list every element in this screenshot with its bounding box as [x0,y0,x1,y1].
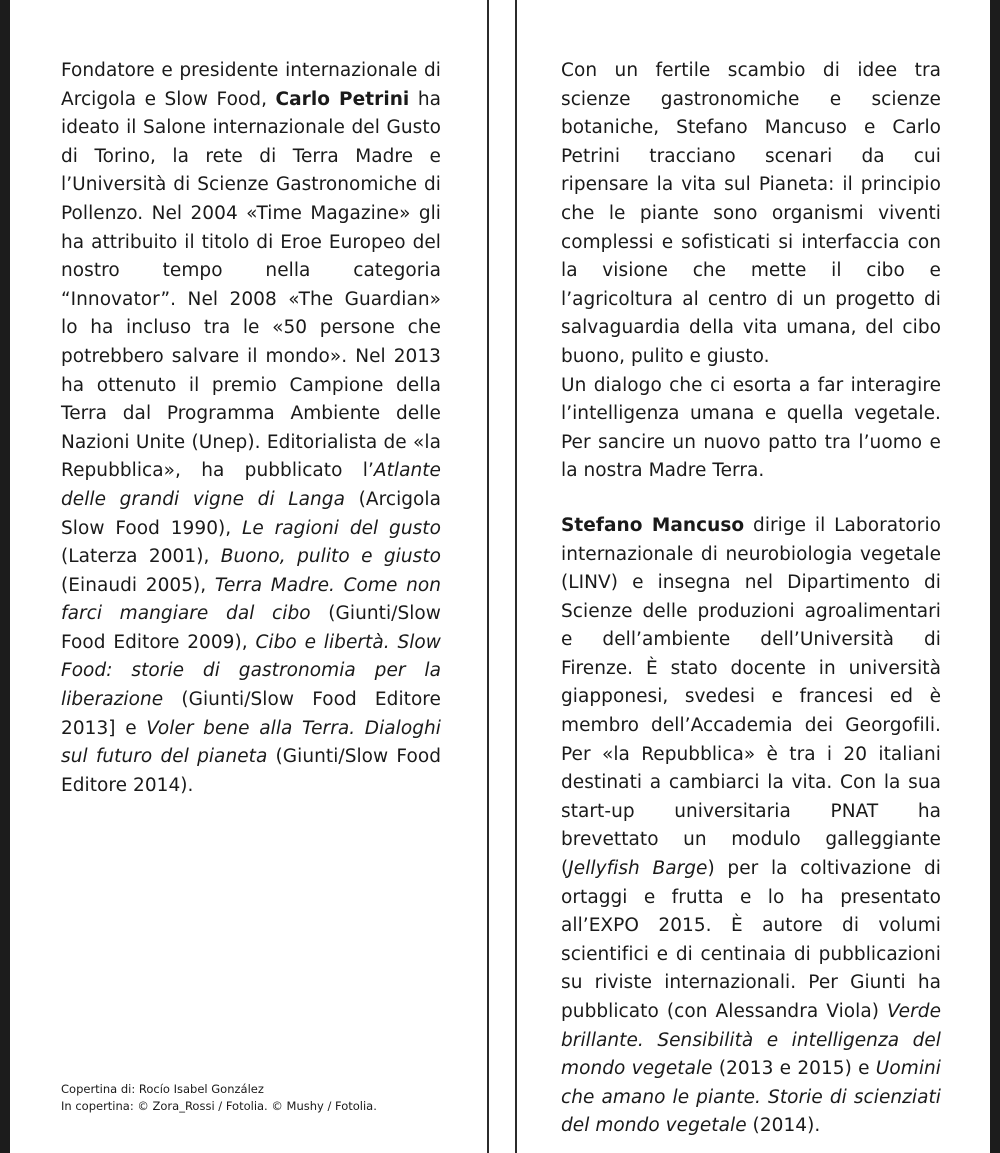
bio-mancuso-paragraph [561,512,941,1141]
colophon [61,1081,461,1114]
text-run-regular: (Giunti/Slow Food Editore 2009), [61,603,441,653]
text-run-italic: Verde brillante. Sensibilità e intelligenza del mondo vegetale [561,1001,941,1080]
text-run-regular: dirige il Laboratorio internazionale di neurobiologia vegetale (LINV) e insegna nel Dipartimento di Scienze delle produzioni agroalimentari e dell’ambiente dell’Università di Firenze. È stato docente in università giapponesi, svedesi e francesi ed è membro dell’Accademia dei Georgofili. Per «la Repubblica» è tra i 20 italiani destinati a cambiarci la vita. Con la sua start-up universitaria PNAT ha brevettato un modulo galleggiante ( [561,514,941,880]
text-run-regular: (Laterza 2001), [61,546,221,568]
text-run-italic: Terra Madre. Come non farci mangiare dal cibo [61,574,441,625]
text-run-regular: ) per la coltivazione di ortaggi e frutta e lo ha presentato all’EXPO 2015. È autore di volumi scientifici e di centinaia di pubblicazioni su riviste internazionali. Per Giunti ha pubblicato (con Alessandra Viola) [561,858,941,1022]
text-run-italic: Buono, pulito e giusto [220,546,441,568]
text-run-regular: Un dialogo che ci esorta a far interagire l’intelligenza umana e quella vegetale. Per sancire un nuovo patto tra l’uomo e la nostra Madre Terra. [561,374,941,482]
text-run-bold: Carlo Petrini [275,88,410,110]
text-run-regular: (2014). [746,1115,821,1137]
text-run-bold: Stefano Mancuso [561,514,745,536]
text-run-regular: Con un fertile scambio di idee tra scienze gastronomiche e scienze botaniche, Stefano Mancuso e Carlo Petrini tracciano scenari da cui ripensare la vita sul Pianeta: il principio che le piante sono organismi viventi complessi e sofisticati si interfaccia con la visione che mette il cibo e l’agricoltura al centro di un progetto di salvaguardia della vita umana, del cibo buono, pulito e giusto. [561,60,941,367]
text-run-regular: (2013 e 2015) e [712,1058,876,1080]
text-run-italic: Voler bene alla Terra. Dialoghi sul futuro del pianeta [61,717,441,768]
blurb-paragraph-2 [561,372,941,486]
text-run-regular: (Einaudi 2005), [61,574,215,596]
right-column-text [561,57,941,1141]
colophon-line-2: In copertina: © Zora_Rossi / Fotolia. © Mushy / Fotolia. [61,1098,377,1113]
page-edge-right [990,0,1000,1153]
right-page-panel [517,0,990,1153]
left-page-panel [10,0,487,1153]
text-run-italic: Le ragioni del gusto [242,517,441,539]
text-run-italic: Cibo e libertà. Slow Food: storie di gastronomia per la liberazione [61,631,441,711]
left-column-text [61,57,441,800]
text-run-regular: Fondatore e presidente internazionale di Arcigola e Slow Food, [61,60,441,110]
text-run-regular: (Giunti/Slow Food Editore 2014). [61,746,441,796]
text-run-regular: (Arcigola Slow Food 1990), [61,488,441,539]
text-run-regular: (Giunti/Slow Food Editore 2013] e [61,689,441,739]
gutter-rule-left [487,0,489,1153]
text-run-italic: Jellyfish Barge [568,858,708,880]
blurb-paragraph-1 [561,57,941,372]
text-run-italic: Uomini che amano le piante. Storie di scienziati del mondo vegetale [561,1058,941,1137]
bio-petrini-paragraph [61,57,441,800]
text-run-regular: ha ideato il Salone internazionale del Gusto di Torino, la rete di Terra Madre e l’Università di Scienze Gastronomiche di Pollenzo. Nel 2004 «Time Magazine» gli ha attribuito il titolo di Eroe Europeo del nostro tempo nella categoria “Innovator”. Nel 2008 «The Guardian» lo ha incluso tra le «50 persone che potrebbero salvare il mondo». Nel 2013 ha ottenuto il premio Campione della Terra dal Programma Ambiente delle Nazioni Unite (Unep). Editorialista de «la Repubblica», ha pubblicato l’ [61,88,441,482]
colophon-line-1: Copertina di: Rocío Isabel González [61,1082,264,1096]
text-run-italic: Atlante delle grandi vigne di Langa [61,460,441,510]
page-edge-left [0,0,10,1153]
